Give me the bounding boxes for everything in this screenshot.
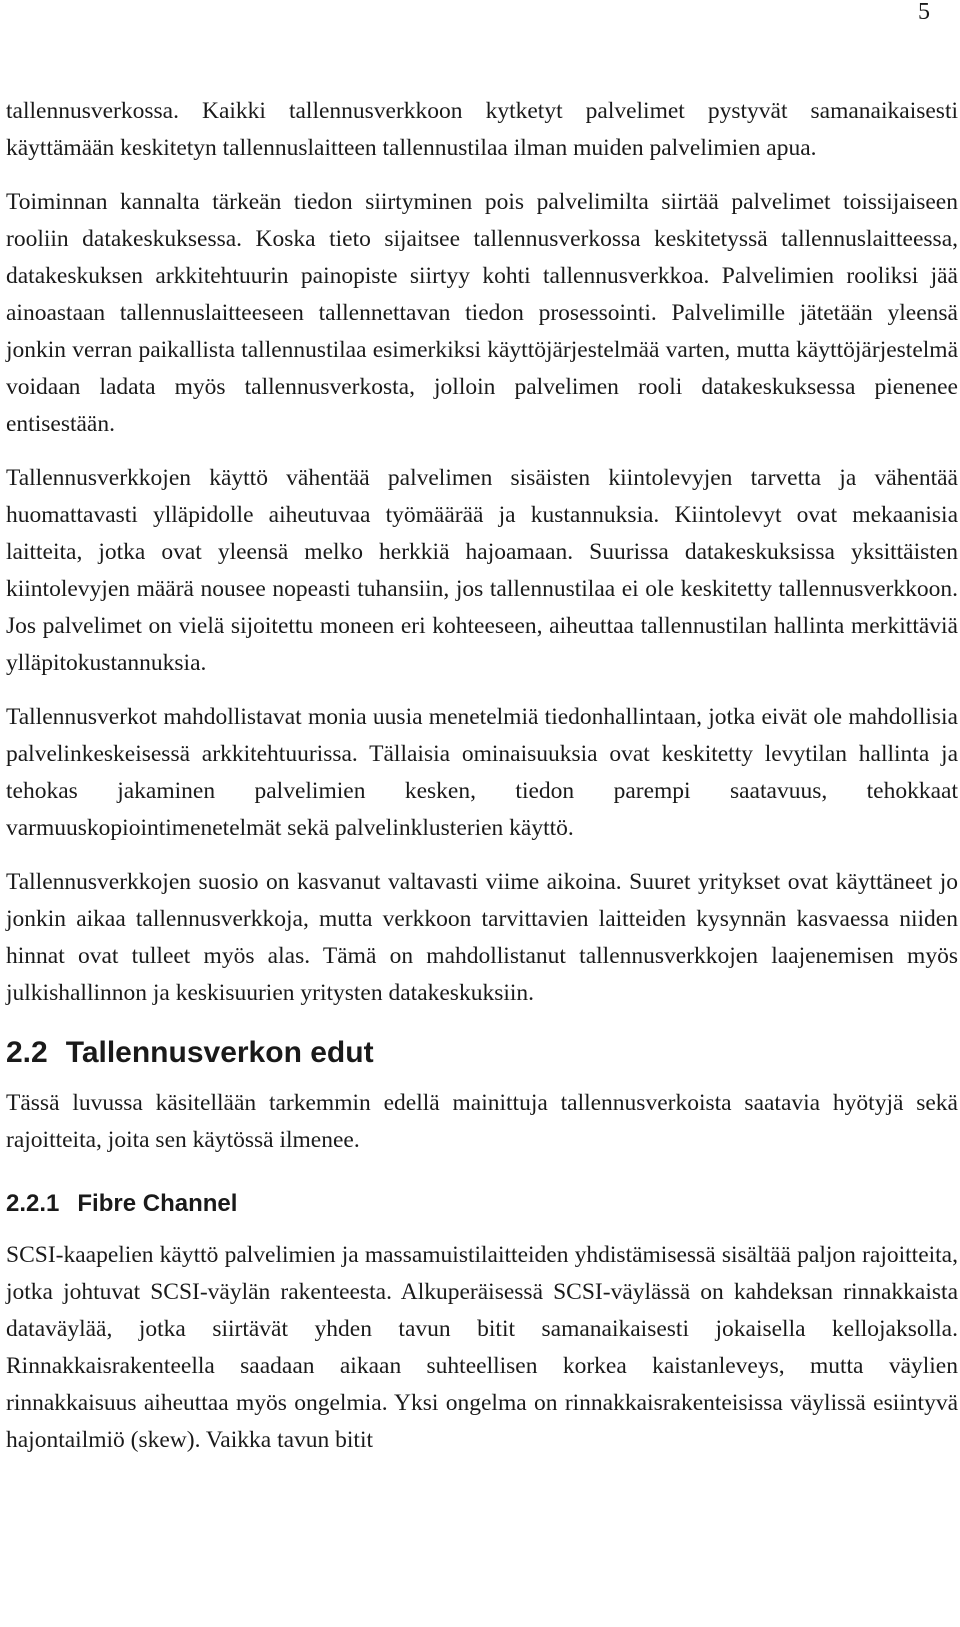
subsection-title: Fibre Channel [77, 1190, 238, 1217]
section-title: Tallennusverkon edut [65, 1036, 374, 1069]
paragraph-2: Toiminnan kannalta tärkeän tiedon siirtyminen pois palvelimilta siirtää palvelimet toissijaiseen rooliin datakeskuksessa. Koska tieto sijaitsee tallennusverkossa keskitetyssä tallennuslaitteessa, datakeskuksen arkkitehtuurin painopiste siirtyy kohti tallennusverkkoa. Palvelimien rooliksi jää ainoastaan tallennuslaitteeseen tallennettavan tiedon prosessointi. Palvelimille jätetään yleensä jonkin verran paikallista tallennustilaa esimerkiksi käyttöjärjestelmää varten, mutta käyttöjärjestelmä voidaan ladata myös tallennusverkosta, jolloin palvelimen rooli datakeskuksessa pienenee entisestään. [6, 189, 958, 437]
paragraph-5: Tallennusverkkojen suosio on kasvanut valtavasti viime aikoina. Suuret yritykset ovat käyttäneet jo jonkin aikaa tallennusverkkoja, mutta verkkoon tarvittavien laitteiden kysynnän kasvaessa niiden hinnat ovat tulleet myös alas. Tämä on mahdollistanut tallennusverkkojen laajenemisen myös julkishallinnon ja keskisuurien yritysten datakeskuksiin. [6, 869, 958, 1006]
subsection-body: SCSI-kaapelien käyttö palvelimien ja massamuistilaitteiden yhdistämisessä sisältää paljon rajoitteita, jotka johtuvat SCSI-väylän rakenteesta. Alkuperäisessä SCSI-väylässä on kahdeksan rinnakkaista dataväylää, jotka siirtävät yhden tavun bitit samanaikaisesti jokaisella kellojaksolla. Rinnakkaisrakenteella saadaan aikaan suhteellisen korkea kaistanleveys, mutta väylien rinnakkaisuus aiheuttaa myös ongelmia. Yksi ongelma on rinnakkaisrakenteisissa väylissä esiintyvä hajontailmiö (skew). Vaikka tavun bitit [6, 1242, 958, 1453]
page-number: 5 [918, 0, 930, 25]
section-intro: Tässä luvussa käsitellään tarkemmin edellä mainittuja tallennusverkoista saatavia hyötyjä sekä rajoitteita, joita sen käytössä ilmenee. [6, 1090, 958, 1153]
section-number: 2.2 [6, 1036, 48, 1069]
paragraph-4: Tallennusverkot mahdollistavat monia uusia menetelmiä tiedonhallintaan, jotka eivät ole mahdollisia palvelinkeskeisessä arkkitehtuurissa. Tällaisia ominaisuuksia ovat keskitetty levytilan hallinta ja tehokas jakaminen palvelimien kesken, tiedon parempi saatavuus, tehokkaat varmuuskopiointimenetelmät sekä palvelinklusterien käyttö. [6, 704, 958, 841]
document-body [6, 93, 958, 1459]
paragraph-3: Tallennusverkkojen käyttö vähentää palvelimen sisäisten kiintolevyjen tarvetta ja vähentää huomattavasti ylläpidolle aiheutuvaa työmäärää ja kustannuksia. Kiintolevyt ovat mekaanisia laitteita, jotka ovat yleensä melko herkkiä hajoamaan. Suurissa datakeskuksissa yksittäisten kiintolevyjen määrä nousee nopeasti tuhansiin, jos tallennustilaa ei ole keskitetty tallennusverkkoon. Jos palvelimet on vielä sijoitettu moneen eri kohteeseen, aiheuttaa tallennustilan hallinta merkittäviä ylläpitokustannuksia. [6, 465, 958, 676]
paragraph-1: tallennusverkossa. Kaikki tallennusverkkoon kytketyt palvelimet pystyvät samanaikaisesti käyttämään keskitetyn tallennuslaitteen tallennustilaa ilman muiden palvelimien apua. [6, 98, 958, 161]
subsection-number: 2.2.1 [6, 1190, 60, 1217]
subsection-heading [6, 1185, 958, 1222]
section-heading [6, 1034, 958, 1071]
